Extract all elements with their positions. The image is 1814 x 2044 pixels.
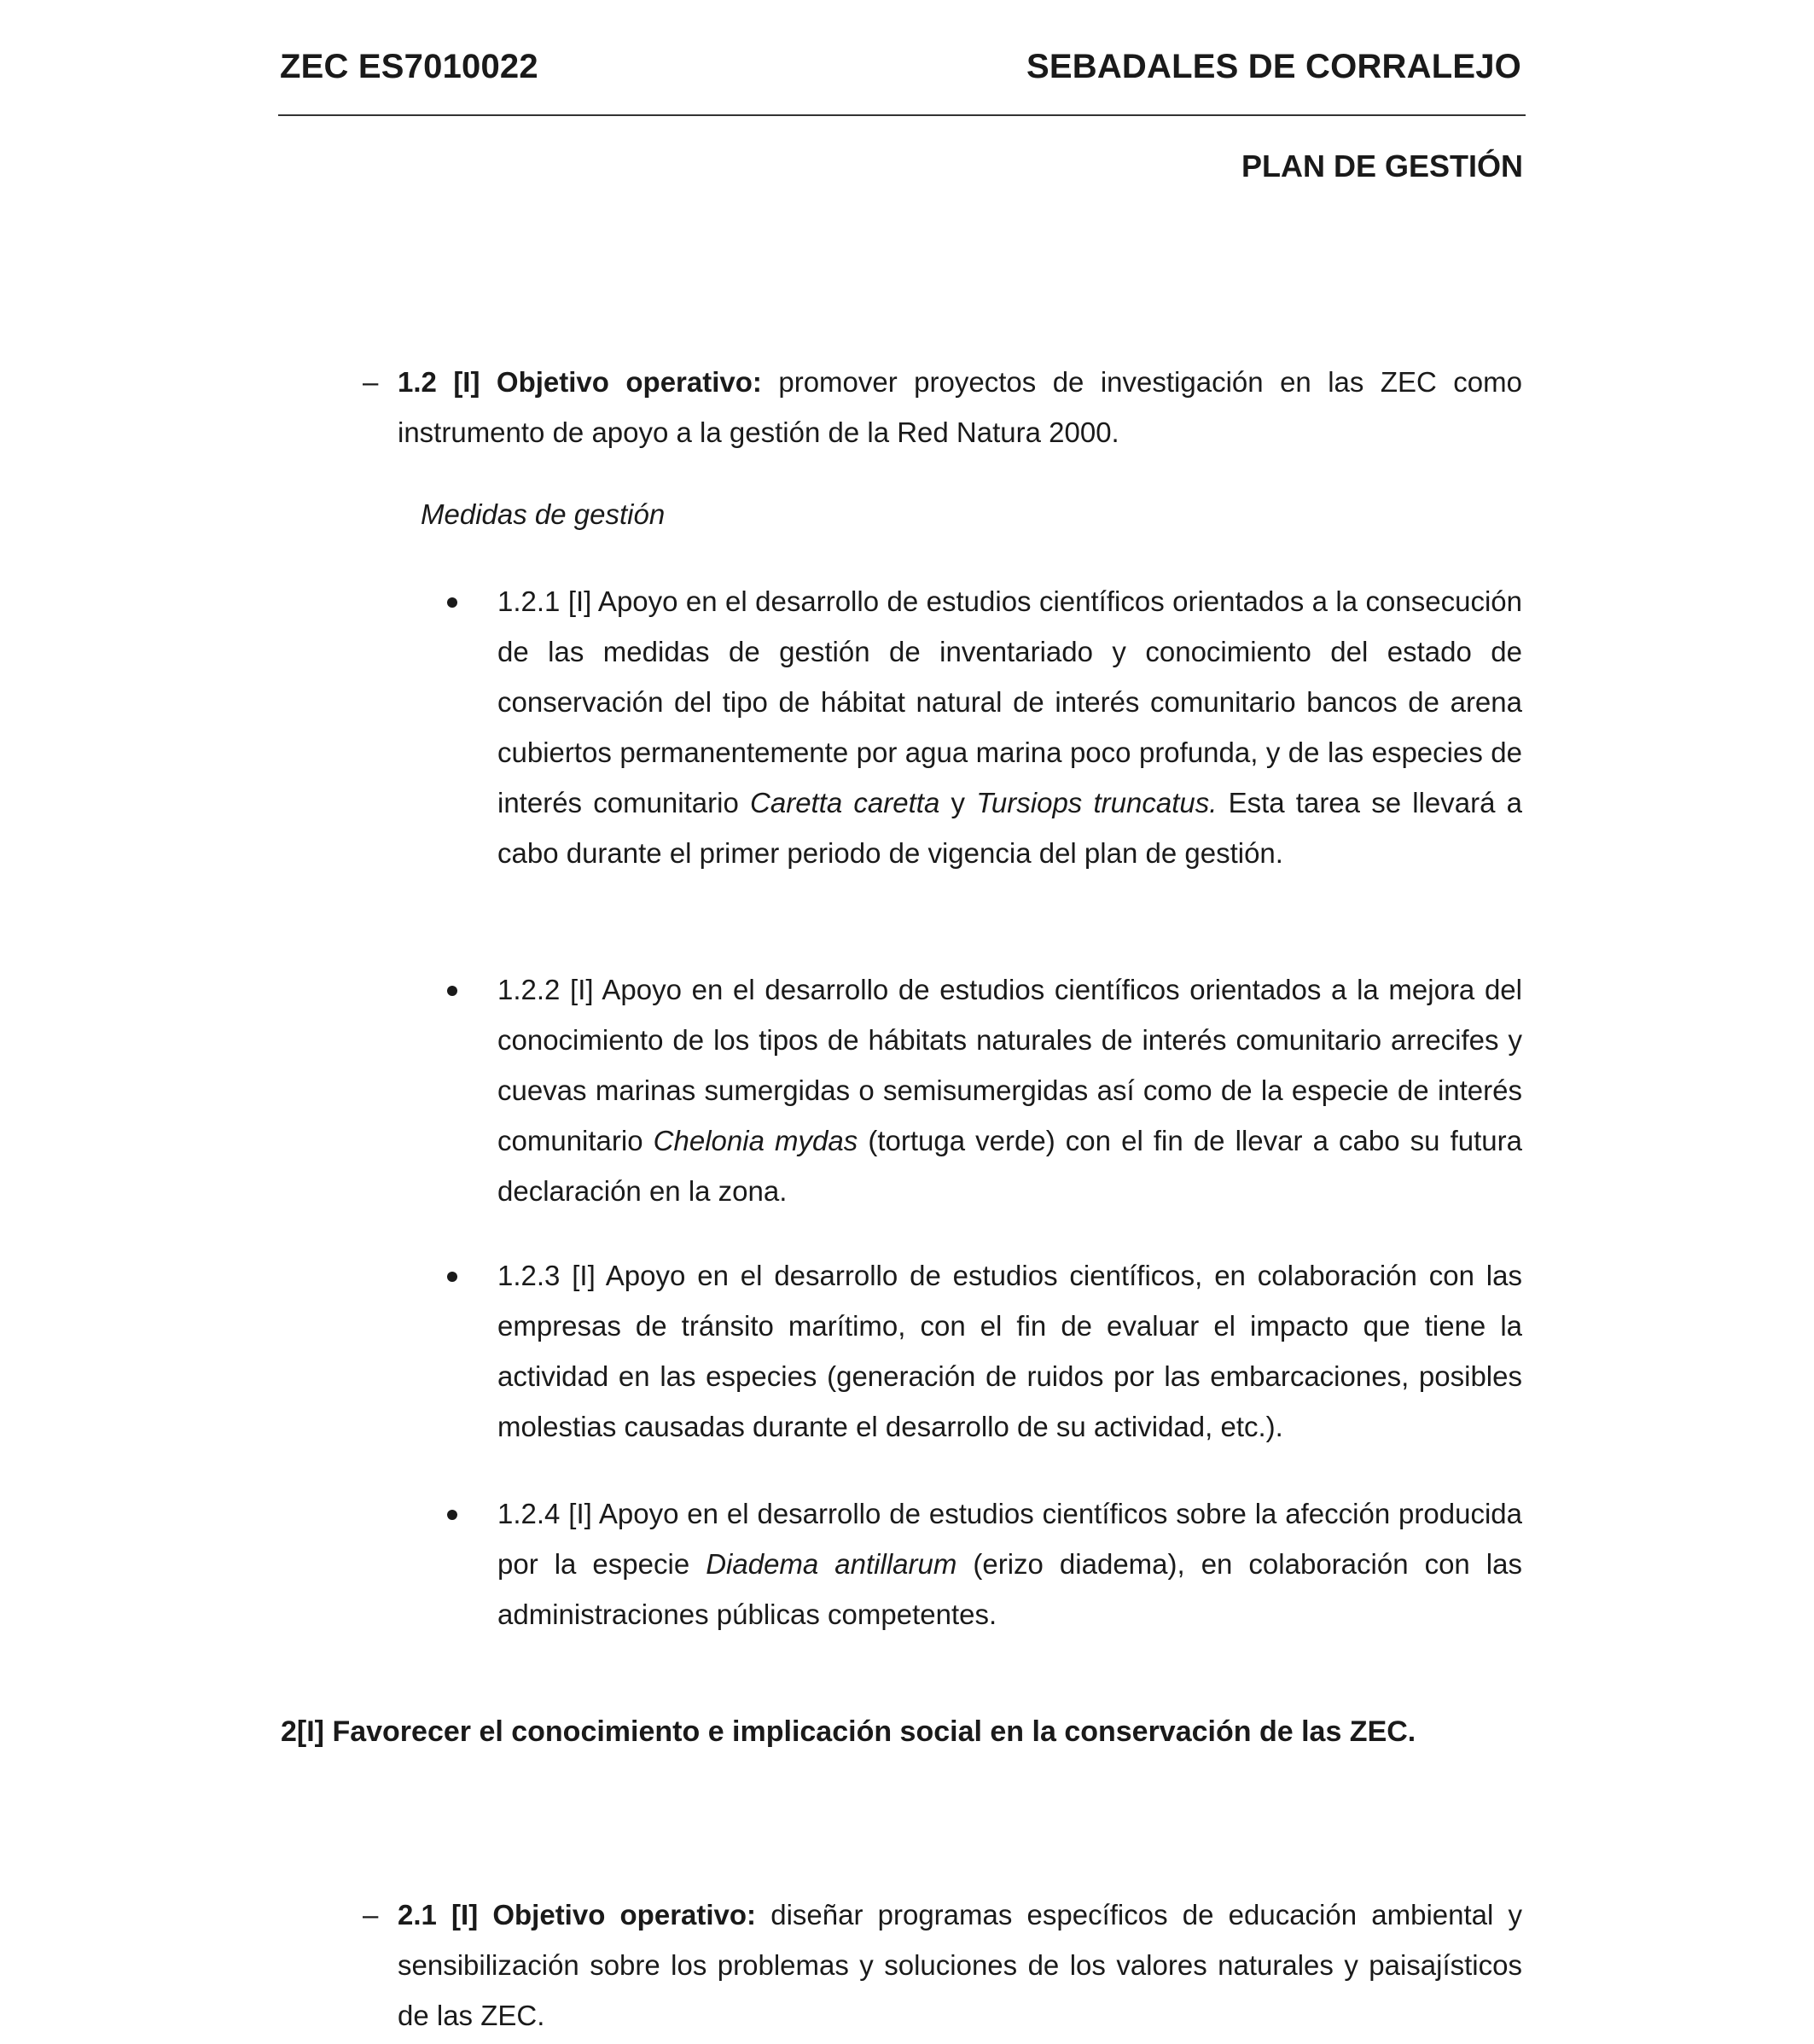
- species-name: Caretta caretta: [750, 787, 940, 818]
- measure-1-2-1: [497, 576, 1522, 878]
- objective-2-1-text: diseñar programas específicos de educación ambiental y sensibilización sobre los problemas y soluciones de los valores naturales y paisajísticos de las ZEC.: [398, 1899, 1522, 2031]
- measure-text: 1.2.4 [I] Apoyo en el desarrollo de estudios científicos sobre la afección producida por la especie: [497, 1498, 1522, 1580]
- header-plan-title: PLAN DE GESTIÓN: [1241, 148, 1523, 183]
- measure-text: 1.2.1 [I] Apoyo en el desarrollo de estudios científicos orientados a la consecución de las medidas de gestión de inventariado y conocimiento del estado de conservación del tipo de hábitat natural de interés comunitario bancos de arena cubiertos permanentemente por agua marina poco profunda, y de las especies de interés comunitario: [497, 585, 1522, 818]
- species-name: Tursiops truncatus.: [976, 787, 1218, 818]
- measure-text: y: [939, 787, 977, 818]
- measures-heading: Medidas de gestión: [421, 498, 666, 530]
- measure-text: (tortuga verde) con el fin de llevar a cabo su futura declaración en la zona.: [497, 1125, 1523, 1207]
- bullet-dot: [447, 986, 457, 996]
- bullet-dot: [447, 1510, 457, 1520]
- dash-marker: –: [363, 366, 379, 398]
- header-site-name: SEBADALES DE CORRALEJO: [1026, 48, 1521, 85]
- objective-1-2-label: 1.2 [I] Objetivo operativo:: [398, 366, 762, 398]
- objective-2-1-label: 2.1 [I] Objetivo operativo:: [398, 1899, 757, 1930]
- bullet-dot: [447, 597, 457, 608]
- species-name: Diadema antillarum: [706, 1548, 957, 1580]
- objective-1-2-text: promover proyectos de investigación en las ZEC como instrumento de apoyo a la gestión de la Red Natura 2000.: [398, 366, 1522, 448]
- objective-1-2: [398, 357, 1522, 457]
- measure-text: 1.2.2 [I] Apoyo en el desarrollo de estudios científicos orientados a la mejora del conocimiento de los tipos de hábitats naturales de interés comunitario arrecifes y cuevas marinas sumergidas o semisumergidas así como de la especie de interés comunitario: [497, 974, 1522, 1156]
- objective-2-1: [398, 1890, 1522, 2041]
- measure-1-2-2: [497, 964, 1522, 1216]
- page-header: [278, 41, 1526, 116]
- measure-1-2-3: [497, 1250, 1522, 1452]
- bullet-dot: [447, 1272, 457, 1282]
- measure-text: 1.2.3 [I] Apoyo en el desarrollo de estudios científicos, en colaboración con las empresas de tránsito marítimo, con el fin de evaluar el impacto que tiene la actividad en las especies (generación de ruidos por las embarcaciones, posibles molestias causadas durante el desarrollo de su actividad, etc.).: [497, 1260, 1522, 1442]
- header-site-code: ZEC ES7010022: [280, 48, 538, 85]
- species-name: Chelonia mydas: [653, 1125, 858, 1156]
- measure-text: (erizo diadema), en colaboración con las administraciones públicas competentes.: [497, 1548, 1522, 1630]
- measure-text: Esta tarea se llevará a cabo durante el primer periodo de vigencia del plan de gestión.: [497, 787, 1522, 869]
- section-2-heading: 2[I] Favorecer el conocimiento e implicación social en la conservación de las ZEC.: [281, 1715, 1416, 1748]
- measure-1-2-4: [497, 1488, 1522, 1639]
- dash-marker: –: [363, 1899, 379, 1930]
